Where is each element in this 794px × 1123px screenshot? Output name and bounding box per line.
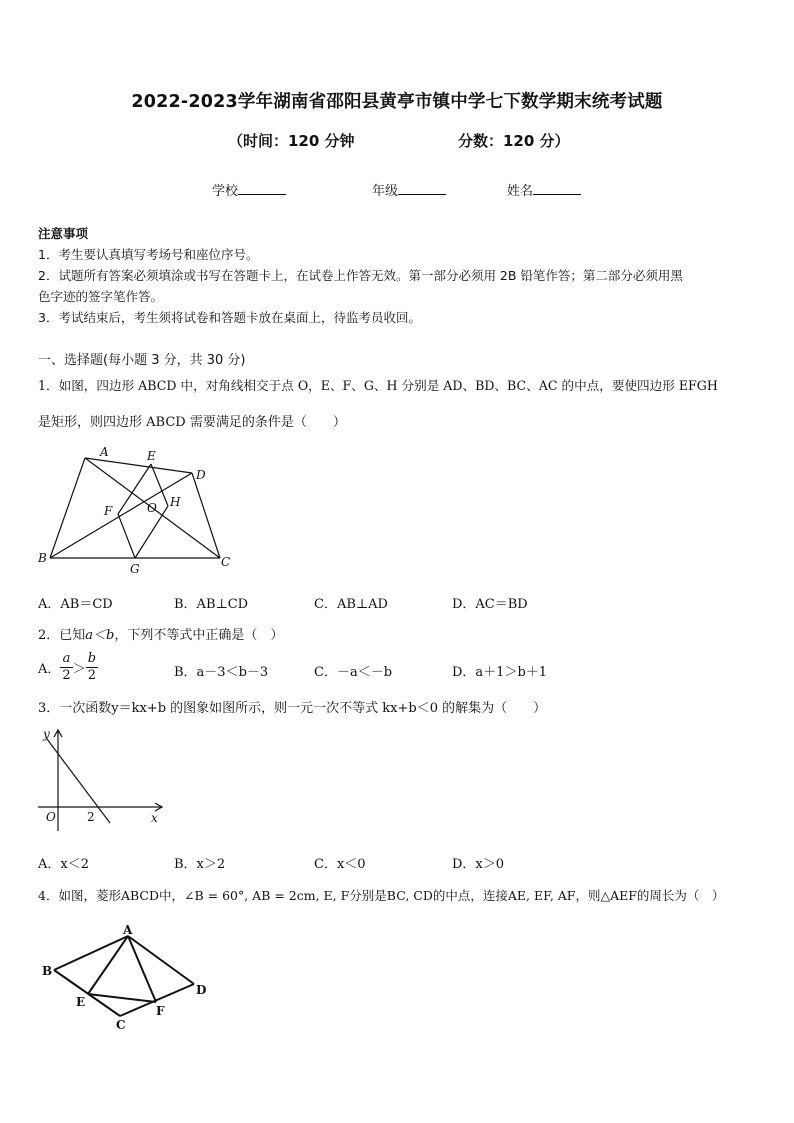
q1-option-b: B．AB⊥CD [174, 597, 249, 612]
q2-fraction-a-den: 2 [62, 668, 71, 683]
q2-fraction-a [60, 651, 72, 684]
q1-side-DC [192, 473, 220, 558]
q1-text-line1: 1．如图，四边形 ABCD 中，对角线相交于点 O，E、F、G、H 分别是 AD、BD、BC、AC 的中点，要使四边形 EFGH [38, 378, 718, 393]
notes-item: 2．试题所有答案必须填涂或书写在答题卡上，在试卷上作答无效。第一部分必须用 2B 铅笔作答；第二部分必须用黑 [38, 268, 683, 283]
exam-score: 分数：120 分） [458, 132, 570, 150]
q2-gt-sign: ＞ [72, 662, 86, 677]
name-field [507, 180, 581, 199]
q2-option-b: B．a－3＜b－3 [174, 665, 269, 680]
grade-label: 年级 [372, 184, 399, 199]
q1-option-c: C．AB⊥AD [314, 597, 388, 612]
q3-text: 3．一次函数y＝kx+b 的图象如图所示，则一元一次不等式 kx+b＜0 的解集为（ ） [38, 701, 547, 716]
q4-label-F: F [156, 1004, 165, 1018]
q1-label-H: H [170, 495, 181, 509]
q3-option-c: C．x＜0 [314, 857, 366, 872]
q2-condition: a＜b [85, 628, 115, 643]
q4-label-D: D [196, 983, 207, 997]
q3-origin-label: O [46, 810, 56, 824]
q4-label-A: A [123, 923, 133, 937]
q1-label-D: D [196, 468, 206, 482]
q1-text-line2: 是矩形，则四边形 ABCD 需要满足的条件是（ ） [38, 415, 346, 430]
q2-fraction-b-den: 2 [87, 668, 96, 683]
q3-line-graph [36, 725, 176, 835]
q3-option-a: A．x＜2 [38, 857, 89, 872]
section-heading: 一、选择题(每小题 3 分，共 30 分) [38, 353, 246, 368]
q4-text: 4．如图，菱形ABCD中，∠B = 60°, AB = 2cm, E, F分别是BC, CD的中点，连接AE, EF, AF，则△AEF的周长为（ ） [38, 888, 725, 903]
name-label: 姓名 [507, 184, 534, 199]
q3-function-line [47, 739, 110, 823]
q4-rhombus-figure [38, 922, 218, 1032]
q1-label-B: B [38, 551, 47, 565]
q1-quadrilateral-figure [30, 440, 250, 580]
q2-option-a [38, 651, 98, 684]
q1-side-HE [151, 464, 168, 506]
q2-option-a-label: A． [38, 662, 61, 677]
q4-label-C: C [116, 1018, 126, 1032]
q1-side-BA [50, 458, 85, 558]
q1-label-F: F [104, 504, 113, 518]
exam-time: （时间：120 分钟 [228, 132, 355, 150]
q1-label-C: C [221, 555, 231, 569]
grade-blank [398, 182, 446, 195]
q3-y-label: y [43, 727, 50, 741]
q1-diagonal-BD [50, 473, 192, 558]
notes-item: 3．考试结束后，考生须将试卷和答题卡放在桌面上，待监考员收回。 [38, 310, 421, 325]
q1-side-FG [118, 514, 135, 558]
q1-label-A: A [100, 445, 109, 459]
q1-label-G: G [130, 562, 140, 576]
q4-side-BC [54, 970, 120, 1016]
q1-label-E: E [147, 449, 156, 463]
q4-label-B: B [42, 964, 53, 978]
q3-tick-label: 2 [87, 810, 95, 824]
school-blank [238, 182, 286, 195]
school-field [212, 180, 286, 199]
notes-heading: 注意事项 [38, 226, 89, 241]
q2-pre: 2．已知 [38, 628, 86, 643]
q1-option-a: A．AB＝CD [38, 597, 113, 612]
q1-label-O: O [147, 501, 157, 515]
q1-side-AD [85, 458, 192, 473]
q4-label-E: E [76, 995, 86, 1009]
notes-item: 1．考生要认真填写考场号和座位序号。 [38, 247, 259, 262]
q3-x-label: x [151, 811, 158, 825]
notes-item: 色字迹的签字笔作答。 [38, 289, 164, 304]
q3-option-b: B．x＞2 [174, 857, 226, 872]
q2-post: ，下列不等式中正确是（ ） [114, 628, 284, 643]
exam-title: 2022-2023学年湖南省邵阳县黄亭市镇中学七下数学期末统考试题 [131, 92, 663, 112]
grade-field [372, 180, 446, 199]
q2-option-c: C．－a＜－b [314, 665, 393, 680]
q2-option-d: D．a＋1＞b＋1 [452, 665, 548, 680]
q3-option-d: D．x＞0 [452, 857, 505, 872]
name-blank [533, 182, 581, 195]
q2-fraction-b-num: b [87, 651, 97, 666]
q1-option-d: D．AC＝BD [452, 597, 528, 612]
q2-fraction-a-num: a [60, 651, 72, 668]
school-label: 学校 [212, 184, 239, 199]
q2-fraction-b [86, 651, 98, 684]
q2-stem [38, 624, 283, 643]
